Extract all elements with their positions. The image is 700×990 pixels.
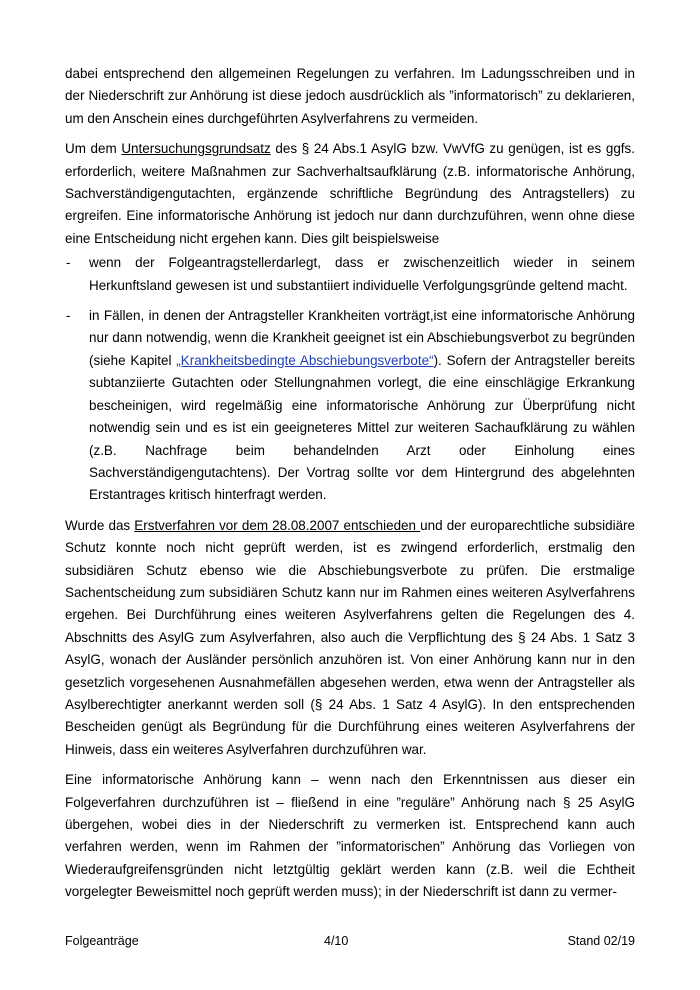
underlined-term: Untersuchungsgrundsatz	[121, 141, 271, 157]
footer-version: Stand 02/19	[567, 934, 635, 948]
bullet-item-herkunftsland	[65, 252, 635, 297]
document-body	[65, 63, 635, 904]
bullet-text-before: in Fällen, in denen der Antragsteller Krankheiten vorträgt,ist eine informatorische Anhörung nur dann notwendig, wenn die Krankheit geeignet ist ein Abschiebungsverbot zu begründen (siehe Kapitel	[89, 308, 635, 368]
footer-title: Folgeanträge	[65, 934, 139, 948]
paragraph-text-after: des § 24 Abs.1 AsylG bzw. VwVfG zu genügen, ist es ggfs. erforderlich, weitere Maßnahmen zur Sachverhaltsaufklärung (z.B. informatorische Anhörung, Sachverständigengutachten, ergänzende schriftliche Begründung des Antragstellers) zu ergreifen. Eine informatorische Anhörung ist jedoch nur dann durchzuführen, wenn ohne diese eine Entscheidung nicht ergehen kann. Dies gilt beispielsweise	[65, 141, 635, 246]
paragraph-text-before: Um dem	[65, 141, 122, 157]
bullet-dash: -	[66, 255, 71, 271]
page-footer	[65, 934, 635, 952]
paragraph-informatorische-anhoerung: Eine informatorische Anhörung kann – wenn nach den Erkenntnissen aus dieser ein Folgeverfahren durchzuführen ist – fließend in eine ”reguläre” Anhörung nach § 25 AsylG übergehen, wobei dies in der Niederschrift zu vermerken ist. Entsprechend kann auch verfahren werden, wenn im Rahmen der ”informatorischen” Anhörung das Vorliegen von Wiederaufgreifensgründen nicht letztgültig geklärt werden kann (z.B. weil die Echtheit vorgelegter Beweismittel noch geprüft werden muss); in der Niederschrift ist dann zu vermer-	[65, 772, 635, 900]
bullet-item-krankheiten	[65, 305, 635, 507]
page-number: 4/10	[324, 934, 349, 948]
underlined-term: Erstverfahren vor dem 28.08.2007 entschieden	[134, 517, 421, 533]
paragraph-text-before: Wurde das	[65, 517, 135, 533]
bullet-text: wenn der Folgeantragstellerdarlegt, dass er zwischenzeitlich wieder in seinem Herkunftsland gewesen ist und substantiiert individuelle Verfolgungsgründe geltend macht.	[89, 255, 635, 293]
paragraph-intro: dabei entsprechend den allgemeinen Regelungen zu verfahren. Im Ladungsschreiben und in der Niederschrift zur Anhörung ist diese jedoch ausdrücklich als ”informatorisch” zu deklarieren, um den Anschein eines durchgeführten Asylverfahrens zu vermeiden.	[65, 66, 635, 126]
paragraph-untersuchungsgrundsatz	[65, 138, 635, 250]
bullet-dash: -	[66, 308, 71, 324]
paragraph-erstverfahren	[65, 515, 635, 761]
bullet-text-after: ). Sofern der Antragsteller bereits subtanziierte Gutachten oder Stellungnahmen vorlegt, die eine einschlägige Erkrankung bescheinigen, wird regelmäßig eine informatorische Anhörung zur Überprüfung nicht notwendig sein und es ist ein geeigneteres Mittel zur weiteren Sachaufklärung zu wählen (z.B. Nachfrage beim behandelnden Arzt oder Einholung eines Sachverständigengutachtens). Der Vortrag sollte vor dem Hintergrund des abgelehnten Erstantrages kritisch hinterfragt werden.	[89, 352, 635, 503]
chapter-link[interactable]: „Krankheitsbedingte Abschiebungsverbote“	[176, 352, 434, 368]
paragraph-text-after: und der europarechtliche subsidiäre Schutz konnte noch nicht geprüft werden, ist es zwingend erforderlich, erstmalig den subsidiären Schutz ebenso wie die Abschiebungsverbote zu prüfen. Die erstmalige Sachentscheidung zum subsidiären Schutz kann nur im Rahmen eines weiteren Asylverfahrens ergehen. Bei Durchführung eines weiteren Asylverfahrens gelten die Regelungen des 4. Abschnitts des AsylG zum Asylverfahren, also auch die Verpflichtung des § 24 Abs. 1 Satz 3 AsylG, wonach der Ausländer persönlich anzuhören ist. Von einer Anhörung kann nur in den gesetzlich vorgesehenen Ausnahmefällen abgesehen werden, etwa wenn der Antragsteller als Asylberechtigter anerkannt werden soll (§ 24 Abs. 1 Satz 4 AsylG). In den entsprechenden Bescheiden genügt als Begründung für die Durchführung eines weiteren Asylverfahrens der Hinweis, dass ein weiteres Asylverfahren durchzuführen war.	[65, 517, 636, 757]
